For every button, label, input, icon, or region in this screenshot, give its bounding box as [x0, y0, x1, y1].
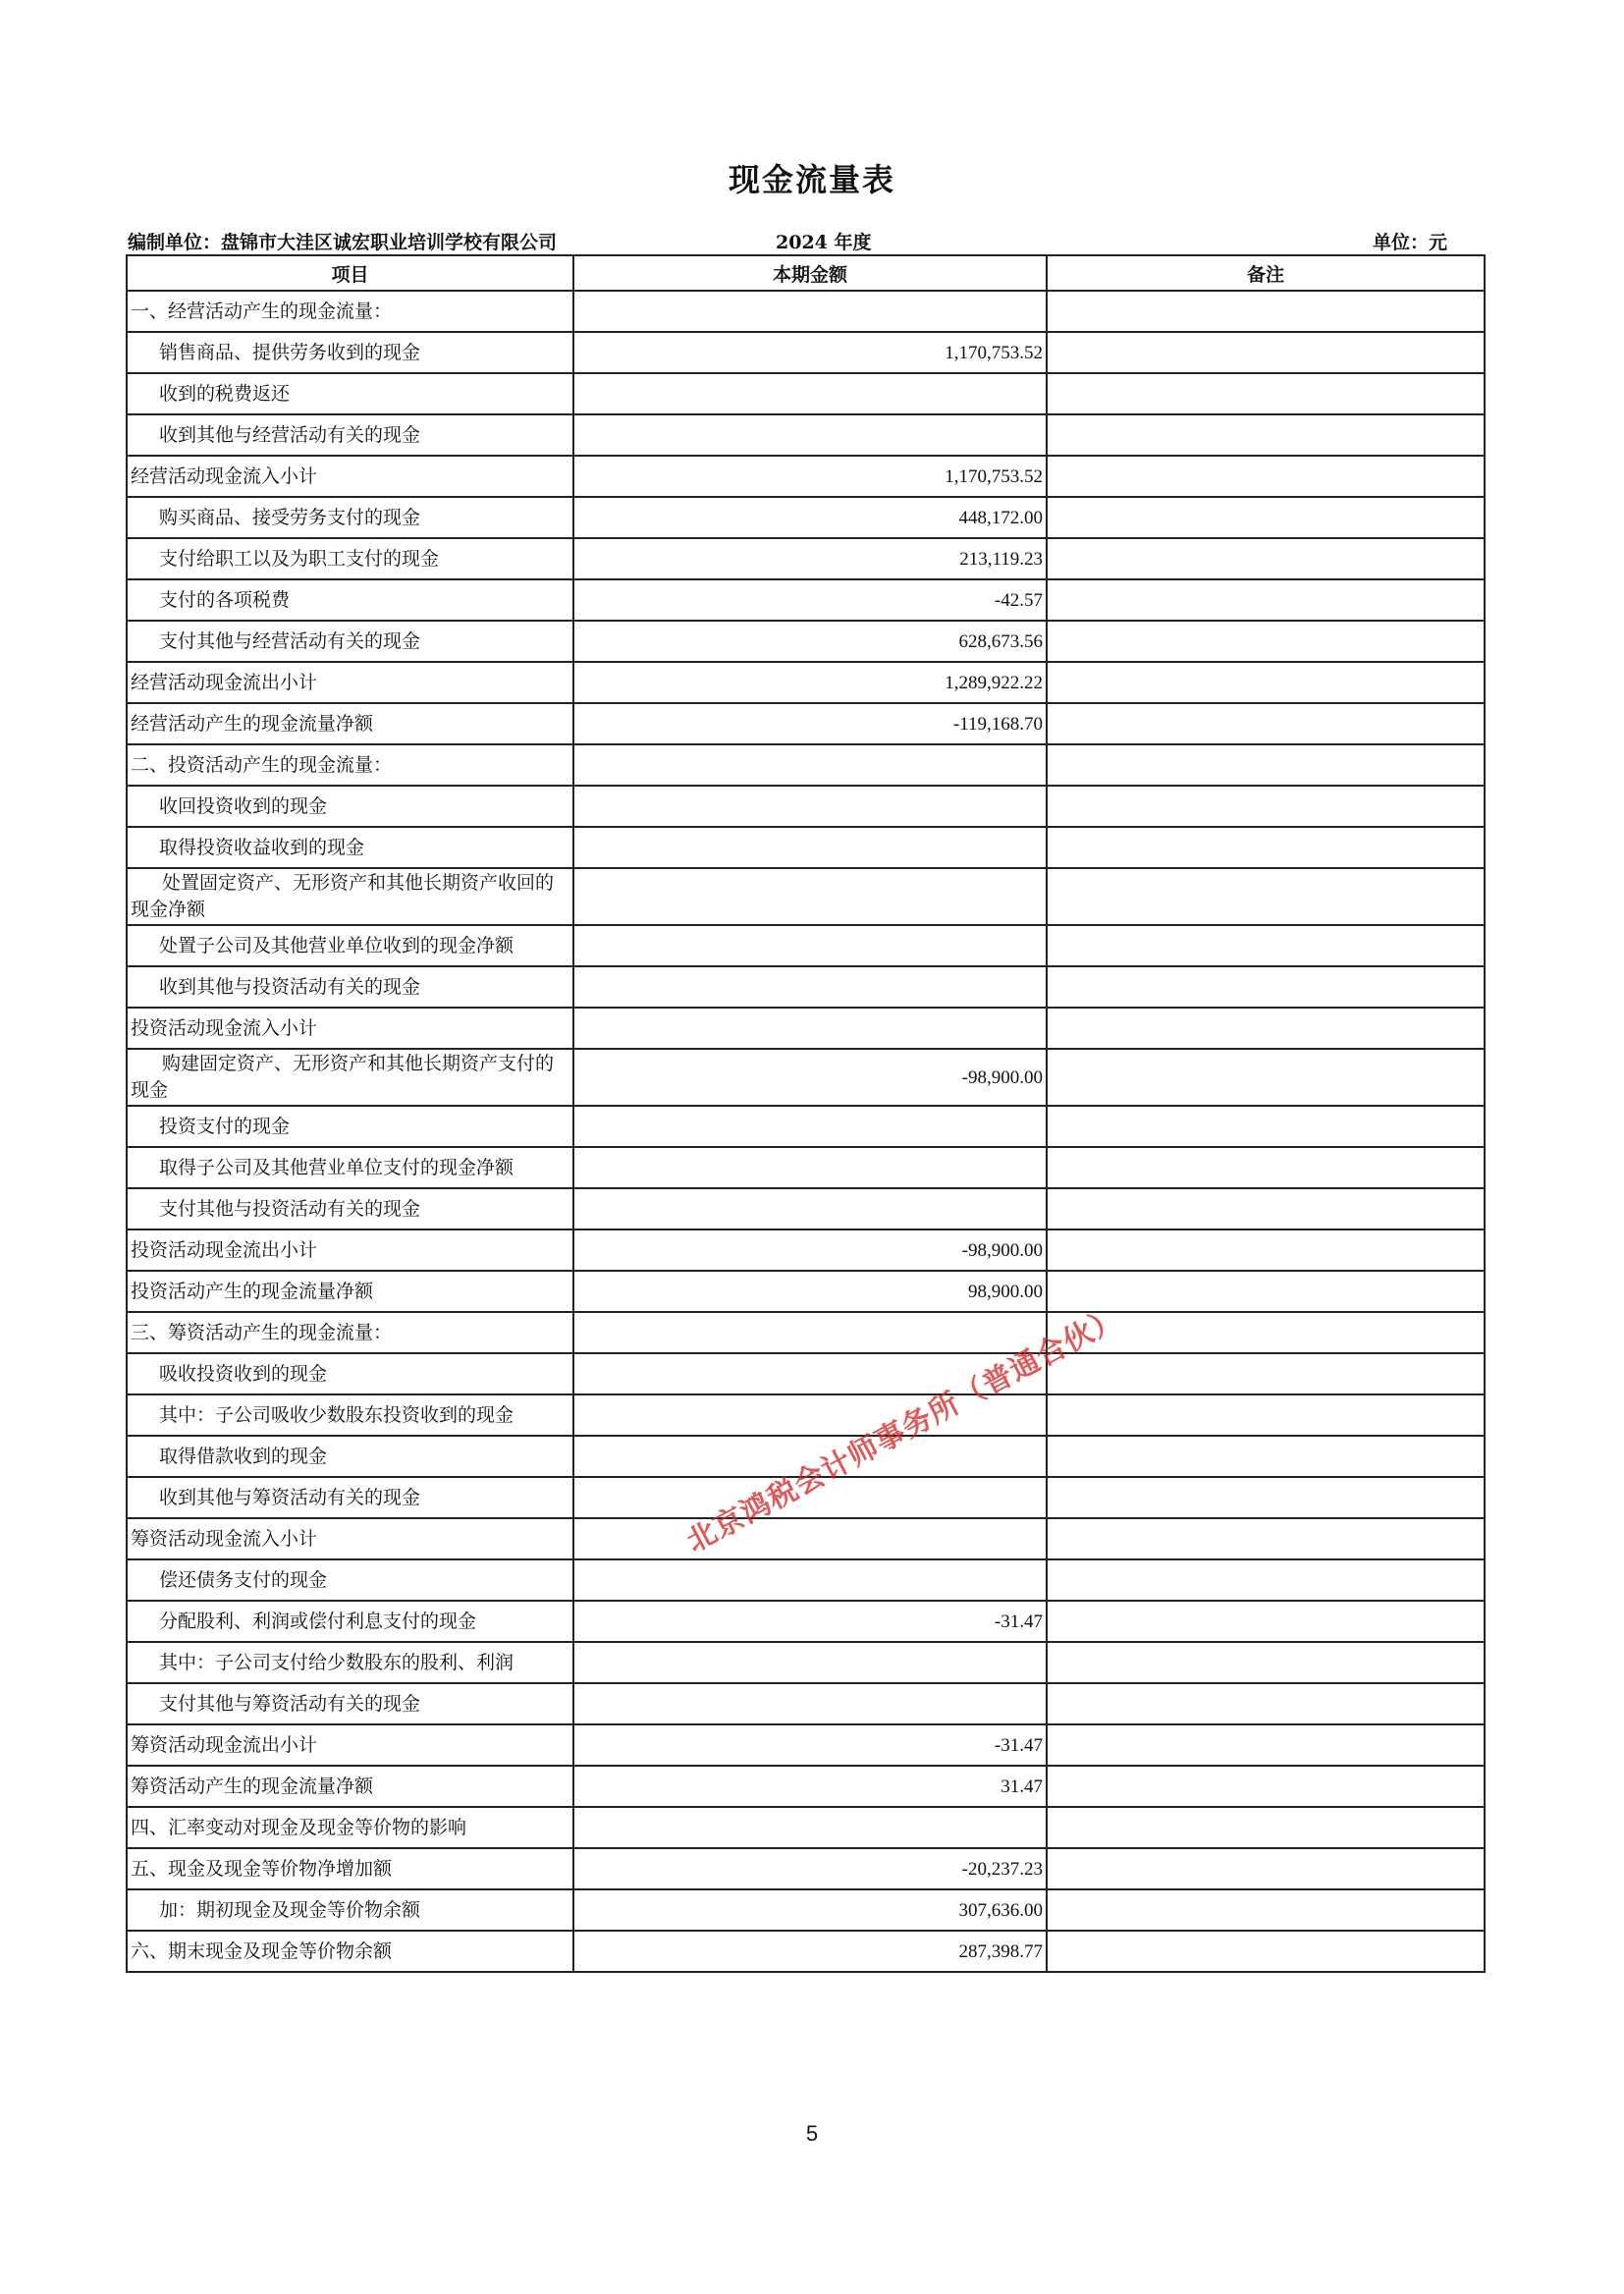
row-note — [1047, 786, 1485, 827]
row-amount — [573, 1312, 1047, 1353]
table-row — [127, 1807, 1485, 1848]
row-amount — [573, 827, 1047, 868]
row-note — [1047, 1683, 1485, 1724]
auditor-stamp: 北京鸿税会计师事务所（普通合伙） — [680, 1300, 1128, 1559]
currency-unit: 单位：元 — [1373, 232, 1448, 253]
table-row — [127, 1518, 1485, 1559]
row-note — [1047, 1147, 1485, 1188]
column-header-note: 备注 — [1047, 255, 1485, 291]
table-row — [127, 1312, 1485, 1353]
table-row — [127, 868, 1485, 925]
table-header-row — [127, 255, 1485, 291]
row-note — [1047, 1106, 1485, 1147]
row-item: 取得投资收益收到的现金 — [127, 827, 573, 868]
table-row — [127, 1724, 1485, 1766]
row-amount — [573, 291, 1047, 332]
column-header-amount: 本期金额 — [573, 255, 1047, 291]
row-item: 偿还债务支付的现金 — [127, 1559, 573, 1601]
row-note — [1047, 579, 1485, 621]
row-item: 销售商品、提供劳务收到的现金 — [127, 332, 573, 373]
row-note — [1047, 1766, 1485, 1807]
row-amount: 448,172.00 — [573, 497, 1047, 538]
row-amount — [573, 1008, 1047, 1049]
table-row — [127, 414, 1485, 456]
row-amount — [573, 1642, 1047, 1683]
row-item: 六、期末现金及现金等价物余额 — [127, 1931, 573, 1972]
table-row — [127, 1766, 1485, 1807]
row-amount: 1,170,753.52 — [573, 456, 1047, 497]
row-item: 支付其他与投资活动有关的现金 — [127, 1188, 573, 1229]
table-row — [127, 1271, 1485, 1312]
row-amount — [573, 1188, 1047, 1229]
row-item — [127, 868, 573, 925]
row-amount — [573, 786, 1047, 827]
table-row — [127, 1229, 1485, 1271]
row-item: 投资活动产生的现金流量净额 — [127, 1271, 573, 1312]
table-row — [127, 579, 1485, 621]
row-note — [1047, 662, 1485, 703]
table-row — [127, 373, 1485, 414]
row-item: 经营活动现金流入小计 — [127, 456, 573, 497]
row-amount: -98,900.00 — [573, 1049, 1047, 1106]
row-amount: 287,398.77 — [573, 1931, 1047, 1972]
table-row — [127, 662, 1485, 703]
row-amount — [573, 925, 1047, 966]
row-item: 三、筹资活动产生的现金流量： — [127, 1312, 573, 1353]
row-item: 购买商品、接受劳务支付的现金 — [127, 497, 573, 538]
table-row — [127, 456, 1485, 497]
row-note — [1047, 1807, 1485, 1848]
row-amount: -98,900.00 — [573, 1229, 1047, 1271]
row-note — [1047, 456, 1485, 497]
row-note — [1047, 1518, 1485, 1559]
row-item: 筹资活动现金流入小计 — [127, 1518, 573, 1559]
column-header-item: 项目 — [127, 255, 573, 291]
row-note — [1047, 1049, 1485, 1106]
table-row — [127, 1683, 1485, 1724]
row-note — [1047, 966, 1485, 1008]
row-note — [1047, 1724, 1485, 1766]
row-amount: 213,119.23 — [573, 538, 1047, 579]
row-amount: -42.57 — [573, 579, 1047, 621]
row-item-label: 购建固定资产、无形资产和其他长期资产支付的现金 — [131, 1053, 555, 1101]
row-note — [1047, 868, 1485, 925]
reporting-unit: 编制单位：盘锦市大洼区诚宏职业培训学校有限公司 — [128, 232, 558, 253]
table-row — [127, 1848, 1485, 1889]
row-item: 投资活动现金流出小计 — [127, 1229, 573, 1271]
row-amount — [573, 414, 1047, 456]
row-amount — [573, 1106, 1047, 1147]
row-amount — [573, 1559, 1047, 1601]
row-amount — [573, 1147, 1047, 1188]
row-item: 吸收投资收到的现金 — [127, 1353, 573, 1394]
row-item: 支付给职工以及为职工支付的现金 — [127, 538, 573, 579]
row-note — [1047, 1601, 1485, 1642]
row-note — [1047, 414, 1485, 456]
row-item: 筹资活动现金流出小计 — [127, 1724, 573, 1766]
row-item: 加：期初现金及现金等价物余额 — [127, 1889, 573, 1931]
row-item: 收到其他与经营活动有关的现金 — [127, 414, 573, 456]
row-item: 四、汇率变动对现金及现金等价物的影响 — [127, 1807, 573, 1848]
table-row — [127, 1008, 1485, 1049]
row-amount — [573, 1807, 1047, 1848]
row-item: 支付其他与经营活动有关的现金 — [127, 621, 573, 662]
row-note — [1047, 1477, 1485, 1518]
table-row — [127, 744, 1485, 786]
page-title: 现金流量表 — [728, 161, 895, 198]
row-note — [1047, 1436, 1485, 1477]
row-note — [1047, 703, 1485, 744]
row-note — [1047, 827, 1485, 868]
row-item-label: 处置固定资产、无形资产和其他长期资产收回的现金净额 — [131, 872, 555, 920]
table-row — [127, 1353, 1485, 1394]
table-row — [127, 332, 1485, 373]
table-row — [127, 1601, 1485, 1642]
row-item: 投资活动现金流入小计 — [127, 1008, 573, 1049]
table-row — [127, 1559, 1485, 1601]
row-note — [1047, 332, 1485, 373]
row-note — [1047, 538, 1485, 579]
table-row — [127, 925, 1485, 966]
row-note — [1047, 621, 1485, 662]
row-note — [1047, 497, 1485, 538]
row-item: 取得借款收到的现金 — [127, 1436, 573, 1477]
row-item: 一、经营活动产生的现金流量： — [127, 291, 573, 332]
row-item: 收到其他与筹资活动有关的现金 — [127, 1477, 573, 1518]
row-amount: 1,170,753.52 — [573, 332, 1047, 373]
row-item: 二、投资活动产生的现金流量： — [127, 744, 573, 786]
row-amount — [573, 966, 1047, 1008]
row-amount — [573, 744, 1047, 786]
row-note — [1047, 1931, 1485, 1972]
table-row — [127, 291, 1485, 332]
row-note — [1047, 373, 1485, 414]
table-row — [127, 703, 1485, 744]
row-item: 收到其他与投资活动有关的现金 — [127, 966, 573, 1008]
table-row — [127, 497, 1485, 538]
row-item: 取得子公司及其他营业单位支付的现金净额 — [127, 1147, 573, 1188]
row-amount — [573, 868, 1047, 925]
row-item — [127, 1049, 573, 1106]
row-item: 分配股利、利润或偿付利息支付的现金 — [127, 1601, 573, 1642]
fiscal-year: 2024 年度 — [776, 232, 872, 253]
table-row — [127, 1931, 1485, 1972]
row-note — [1047, 1229, 1485, 1271]
row-amount: -31.47 — [573, 1601, 1047, 1642]
row-amount: -20,237.23 — [573, 1848, 1047, 1889]
row-item: 处置子公司及其他营业单位收到的现金净额 — [127, 925, 573, 966]
row-item: 收到的税费返还 — [127, 373, 573, 414]
table-row — [127, 827, 1485, 868]
row-note — [1047, 1188, 1485, 1229]
table-row — [127, 966, 1485, 1008]
row-note — [1047, 1642, 1485, 1683]
row-amount: -31.47 — [573, 1724, 1047, 1766]
table-row — [127, 1394, 1485, 1436]
row-amount — [573, 1683, 1047, 1724]
row-amount: -119,168.70 — [573, 703, 1047, 744]
row-item: 收回投资收到的现金 — [127, 786, 573, 827]
page-number: 5 — [805, 2121, 819, 2146]
row-amount: 628,673.56 — [573, 621, 1047, 662]
row-amount — [573, 373, 1047, 414]
row-note — [1047, 925, 1485, 966]
row-note — [1047, 1889, 1485, 1931]
table-row — [127, 1889, 1485, 1931]
row-note — [1047, 1394, 1485, 1436]
row-item: 五、现金及现金等价物净增加额 — [127, 1848, 573, 1889]
table-row — [127, 1106, 1485, 1147]
row-amount: 1,289,922.22 — [573, 662, 1047, 703]
table-row — [127, 1642, 1485, 1683]
row-item: 其中：子公司支付给少数股东的股利、利润 — [127, 1642, 573, 1683]
cash-flow-table — [126, 254, 1486, 1973]
row-item: 支付的各项税费 — [127, 579, 573, 621]
row-note — [1047, 1559, 1485, 1601]
row-item: 经营活动现金流出小计 — [127, 662, 573, 703]
row-item: 筹资活动产生的现金流量净额 — [127, 1766, 573, 1807]
row-amount — [573, 1518, 1047, 1559]
table-row — [127, 1049, 1485, 1106]
row-note — [1047, 744, 1485, 786]
table-row — [127, 1188, 1485, 1229]
row-item: 其中：子公司吸收少数股东投资收到的现金 — [127, 1394, 573, 1436]
row-item: 支付其他与筹资活动有关的现金 — [127, 1683, 573, 1724]
table-row — [127, 538, 1485, 579]
row-item: 投资支付的现金 — [127, 1106, 573, 1147]
row-note — [1047, 1008, 1485, 1049]
row-amount: 31.47 — [573, 1766, 1047, 1807]
row-note — [1047, 1353, 1485, 1394]
row-amount: 98,900.00 — [573, 1271, 1047, 1312]
row-amount: 307,636.00 — [573, 1889, 1047, 1931]
row-item: 经营活动产生的现金流量净额 — [127, 703, 573, 744]
row-note — [1047, 1848, 1485, 1889]
table-row — [127, 1147, 1485, 1188]
table-row — [127, 621, 1485, 662]
row-note — [1047, 291, 1485, 332]
table-row — [127, 786, 1485, 827]
